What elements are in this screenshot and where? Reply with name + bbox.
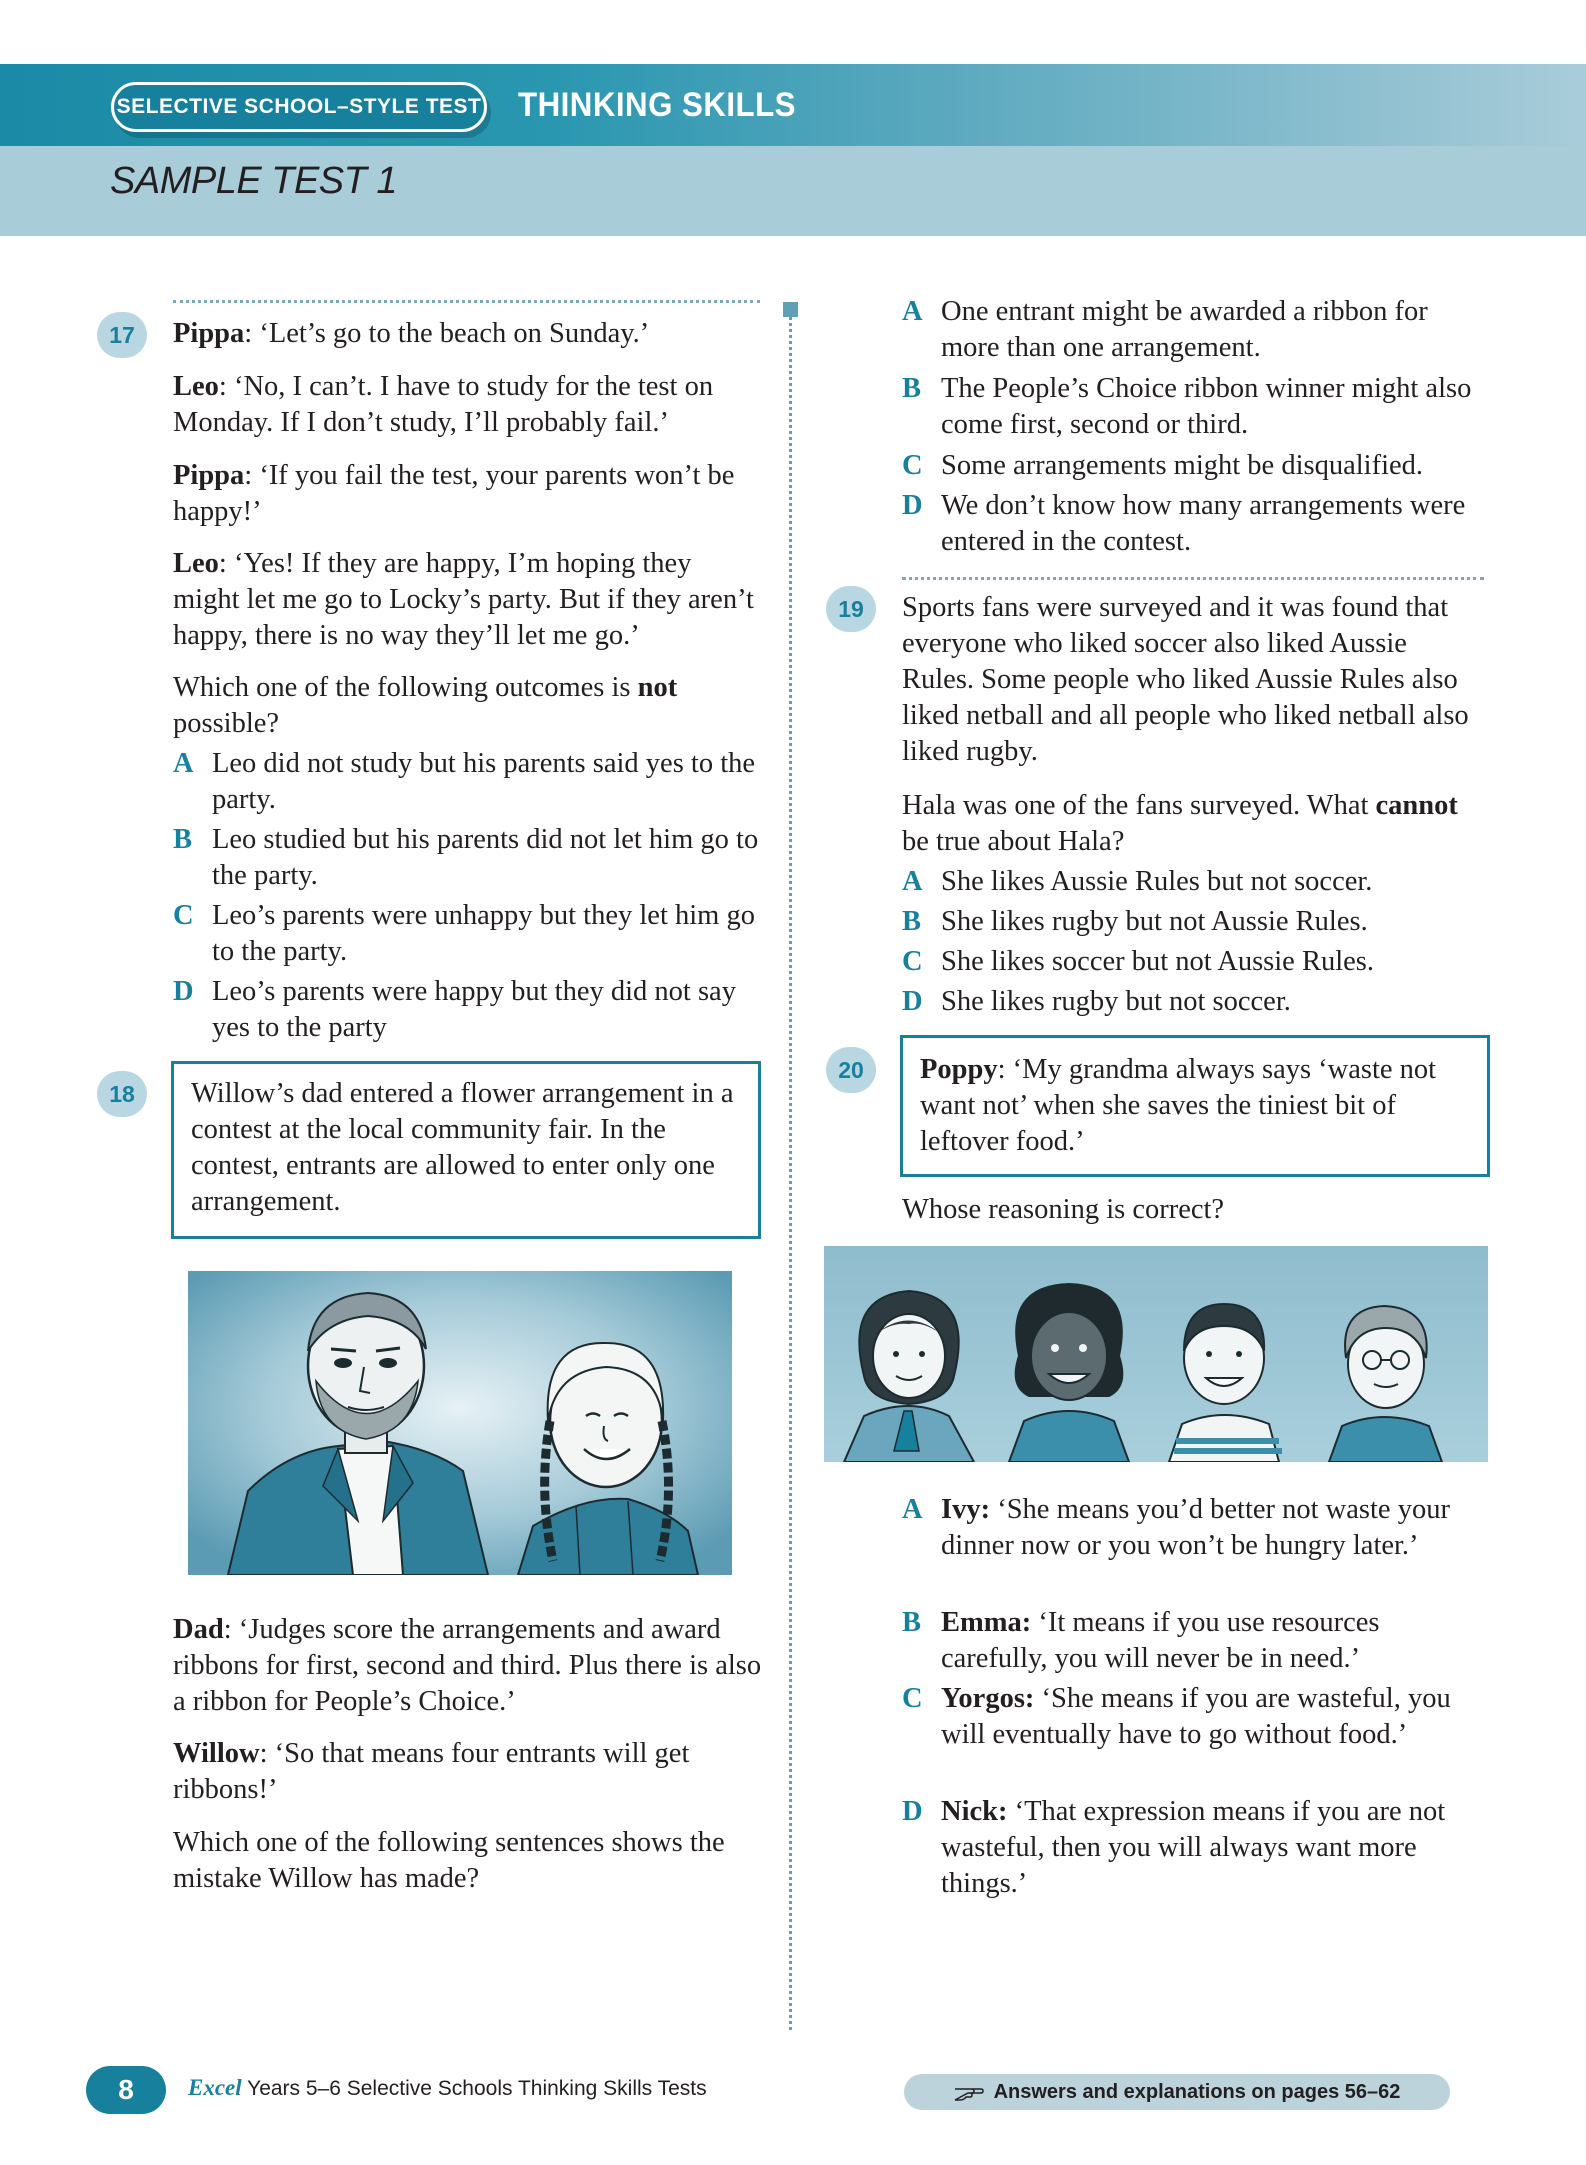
column-divider xyxy=(789,310,792,2030)
option-letter: D xyxy=(173,976,194,1007)
student-name: Ivy: xyxy=(941,1494,991,1525)
option-text: One entrant might be awarded a ribbon for more than one arrangement. xyxy=(941,296,1428,363)
option-text xyxy=(941,1492,1482,1564)
speaker-name: Leo xyxy=(173,371,219,402)
dad-and-willow-illustration xyxy=(188,1271,732,1575)
dialogue-text: : ‘No, I can’t. I have to study for the test on Monday. If I don’t study, I’ll probably fail.’ xyxy=(173,371,714,438)
pointing-hand-icon xyxy=(954,2083,984,2101)
dialogue-text: : ‘Yes! If they are happy, I’m hoping they might let me go to Locky’s party. But if they aren’t happy, there is no way they’ll let me go.’ xyxy=(173,548,754,651)
question-text: Which one of the following outcomes is xyxy=(173,672,638,703)
answers-reference[interactable] xyxy=(904,2074,1450,2110)
option-letter: C xyxy=(902,450,923,481)
left-top-rule xyxy=(173,300,760,303)
student-name: Emma: xyxy=(941,1607,1032,1638)
option-text: The People’s Choice ribbon winner might also come first, second or third. xyxy=(941,373,1472,440)
option-letter: A xyxy=(902,1494,923,1525)
option-text: We don’t know how many arrangements were entered in the contest. xyxy=(941,490,1466,557)
option-letter: A xyxy=(902,866,923,897)
brand-name: Excel xyxy=(188,2075,242,2100)
four-children-illustration xyxy=(824,1246,1488,1462)
question-number-20: 20 xyxy=(826,1047,876,1093)
q18-context-box xyxy=(171,1061,761,1239)
option-letter: A xyxy=(902,296,923,327)
option-text: She likes rugby but not soccer. xyxy=(941,986,1291,1017)
option-text: She likes soccer but not Aussie Rules. xyxy=(941,946,1374,977)
dialogue-text: : ‘Let’s go to the beach on Sunday.’ xyxy=(244,318,650,349)
option-letter: C xyxy=(902,946,923,977)
dialogue-text: : ‘If you fail the test, your parents won’t be happy!’ xyxy=(173,460,735,527)
q18-line-1 xyxy=(173,1612,763,1720)
speaker-name: Leo xyxy=(173,548,219,579)
question-emphasis: not xyxy=(637,672,678,703)
q20-context-box xyxy=(900,1035,1490,1177)
student-answer: ‘That expression means if you are not wasteful, then you will always want more things.’ xyxy=(941,1796,1446,1899)
book-title xyxy=(188,2075,707,2101)
right-separator-rule xyxy=(902,577,1484,580)
speaker-name: Dad xyxy=(173,1614,224,1645)
speaker-name: Pippa xyxy=(173,460,245,491)
option-letter: D xyxy=(902,490,923,521)
option-letter: B xyxy=(173,824,193,855)
q17-line-3 xyxy=(173,458,763,530)
test-title: SAMPLE TEST 1 xyxy=(110,160,398,202)
q18-line-2 xyxy=(173,1736,763,1808)
question-number-17: 17 xyxy=(97,312,147,358)
option-text: She likes rugby but not Aussie Rules. xyxy=(941,906,1368,937)
student-answer: ‘It means if you use resources carefully, you will never be in need.’ xyxy=(941,1607,1380,1674)
question-emphasis: cannot xyxy=(1375,790,1458,821)
question-number-19: 19 xyxy=(826,586,876,632)
speaker-name: Poppy xyxy=(920,1054,998,1085)
student-name: Yorgos: xyxy=(941,1683,1035,1714)
speaker-name: Pippa xyxy=(173,318,245,349)
q19-question xyxy=(902,788,1484,860)
answers-reference-text: Answers and explanations on pages 56–62 xyxy=(993,2080,1401,2103)
q20-box-text xyxy=(920,1052,1480,1160)
dialogue-text: : ‘Judges score the arrangements and award ribbons for first, second and third. Plus there is also a ribbon for People’s Choice.’ xyxy=(173,1614,762,1717)
q20-question: Whose reasoning is correct? xyxy=(902,1194,1225,1225)
q17-line-4 xyxy=(173,546,763,654)
option-letter: B xyxy=(902,373,922,404)
option-text xyxy=(941,1681,1482,1753)
dialogue-text: : ‘My grandma always says ‘waste not want not’ when she saves the tiniest bit of leftover food.’ xyxy=(920,1054,1437,1157)
question-text: be true about Hala? xyxy=(902,826,1125,857)
option-letter: C xyxy=(902,1683,923,1714)
option-text xyxy=(941,1794,1482,1902)
option-letter: B xyxy=(902,1607,922,1638)
series-label-pill: SELECTIVE SCHOOL–STYLE TEST xyxy=(111,82,487,132)
option-text: Leo’s parents were unhappy but they let him go to the party. xyxy=(212,900,755,967)
student-name: Nick: xyxy=(941,1796,1008,1827)
header-top-margin xyxy=(0,0,1586,64)
question-text: Hala was one of the fans surveyed. What xyxy=(902,790,1376,821)
page-number: 8 xyxy=(86,2066,166,2114)
question-number-18: 18 xyxy=(97,1071,147,1117)
option-text xyxy=(941,1605,1482,1677)
q18-box-text: Willow’s dad entered a flower arrangement in a contest at the local community fair. In the contest, entrants are allowed to enter only one arrangement. xyxy=(191,1078,734,1217)
q19-stem: Sports fans were surveyed and it was found that everyone who liked soccer also liked Aussie Rules. Some people who liked Aussie Rules also liked netball and all people who liked netball also liked rugby. xyxy=(902,592,1469,767)
question-text: possible? xyxy=(173,708,280,739)
dialogue-text: : ‘So that means four entrants will get ribbons!’ xyxy=(173,1738,690,1805)
q17-line-2 xyxy=(173,369,763,441)
q18-question: Which one of the following sentences shows the mistake Willow has made? xyxy=(173,1827,725,1894)
option-text: Some arrangements might be disqualified. xyxy=(941,450,1424,481)
section-title: THINKING SKILLS xyxy=(518,86,796,124)
q17-question xyxy=(173,670,763,742)
speaker-name: Willow xyxy=(173,1738,260,1769)
option-text: Leo studied but his parents did not let him go to the party. xyxy=(212,824,759,891)
page-header xyxy=(0,0,1586,236)
book-title-text: Years 5–6 Selective Schools Thinking Skills Tests xyxy=(241,2077,707,2100)
option-letter: A xyxy=(173,748,194,779)
option-text: Leo did not study but his parents said yes to the party. xyxy=(212,748,756,815)
student-answer: ‘She means if you are wasteful, you will eventually have to go without food.’ xyxy=(941,1683,1451,1750)
option-letter: C xyxy=(173,900,194,931)
option-text: She likes Aussie Rules but not soccer. xyxy=(941,866,1373,897)
student-answer: ‘She means you’d better not waste your dinner now or you won’t be hungry later.’ xyxy=(941,1494,1450,1561)
option-letter: D xyxy=(902,1796,923,1827)
option-letter: D xyxy=(902,986,923,1017)
q17-line-1 xyxy=(173,316,763,352)
option-letter: B xyxy=(902,906,922,937)
option-text: Leo’s parents were happy but they did not say yes to the party xyxy=(212,976,736,1043)
